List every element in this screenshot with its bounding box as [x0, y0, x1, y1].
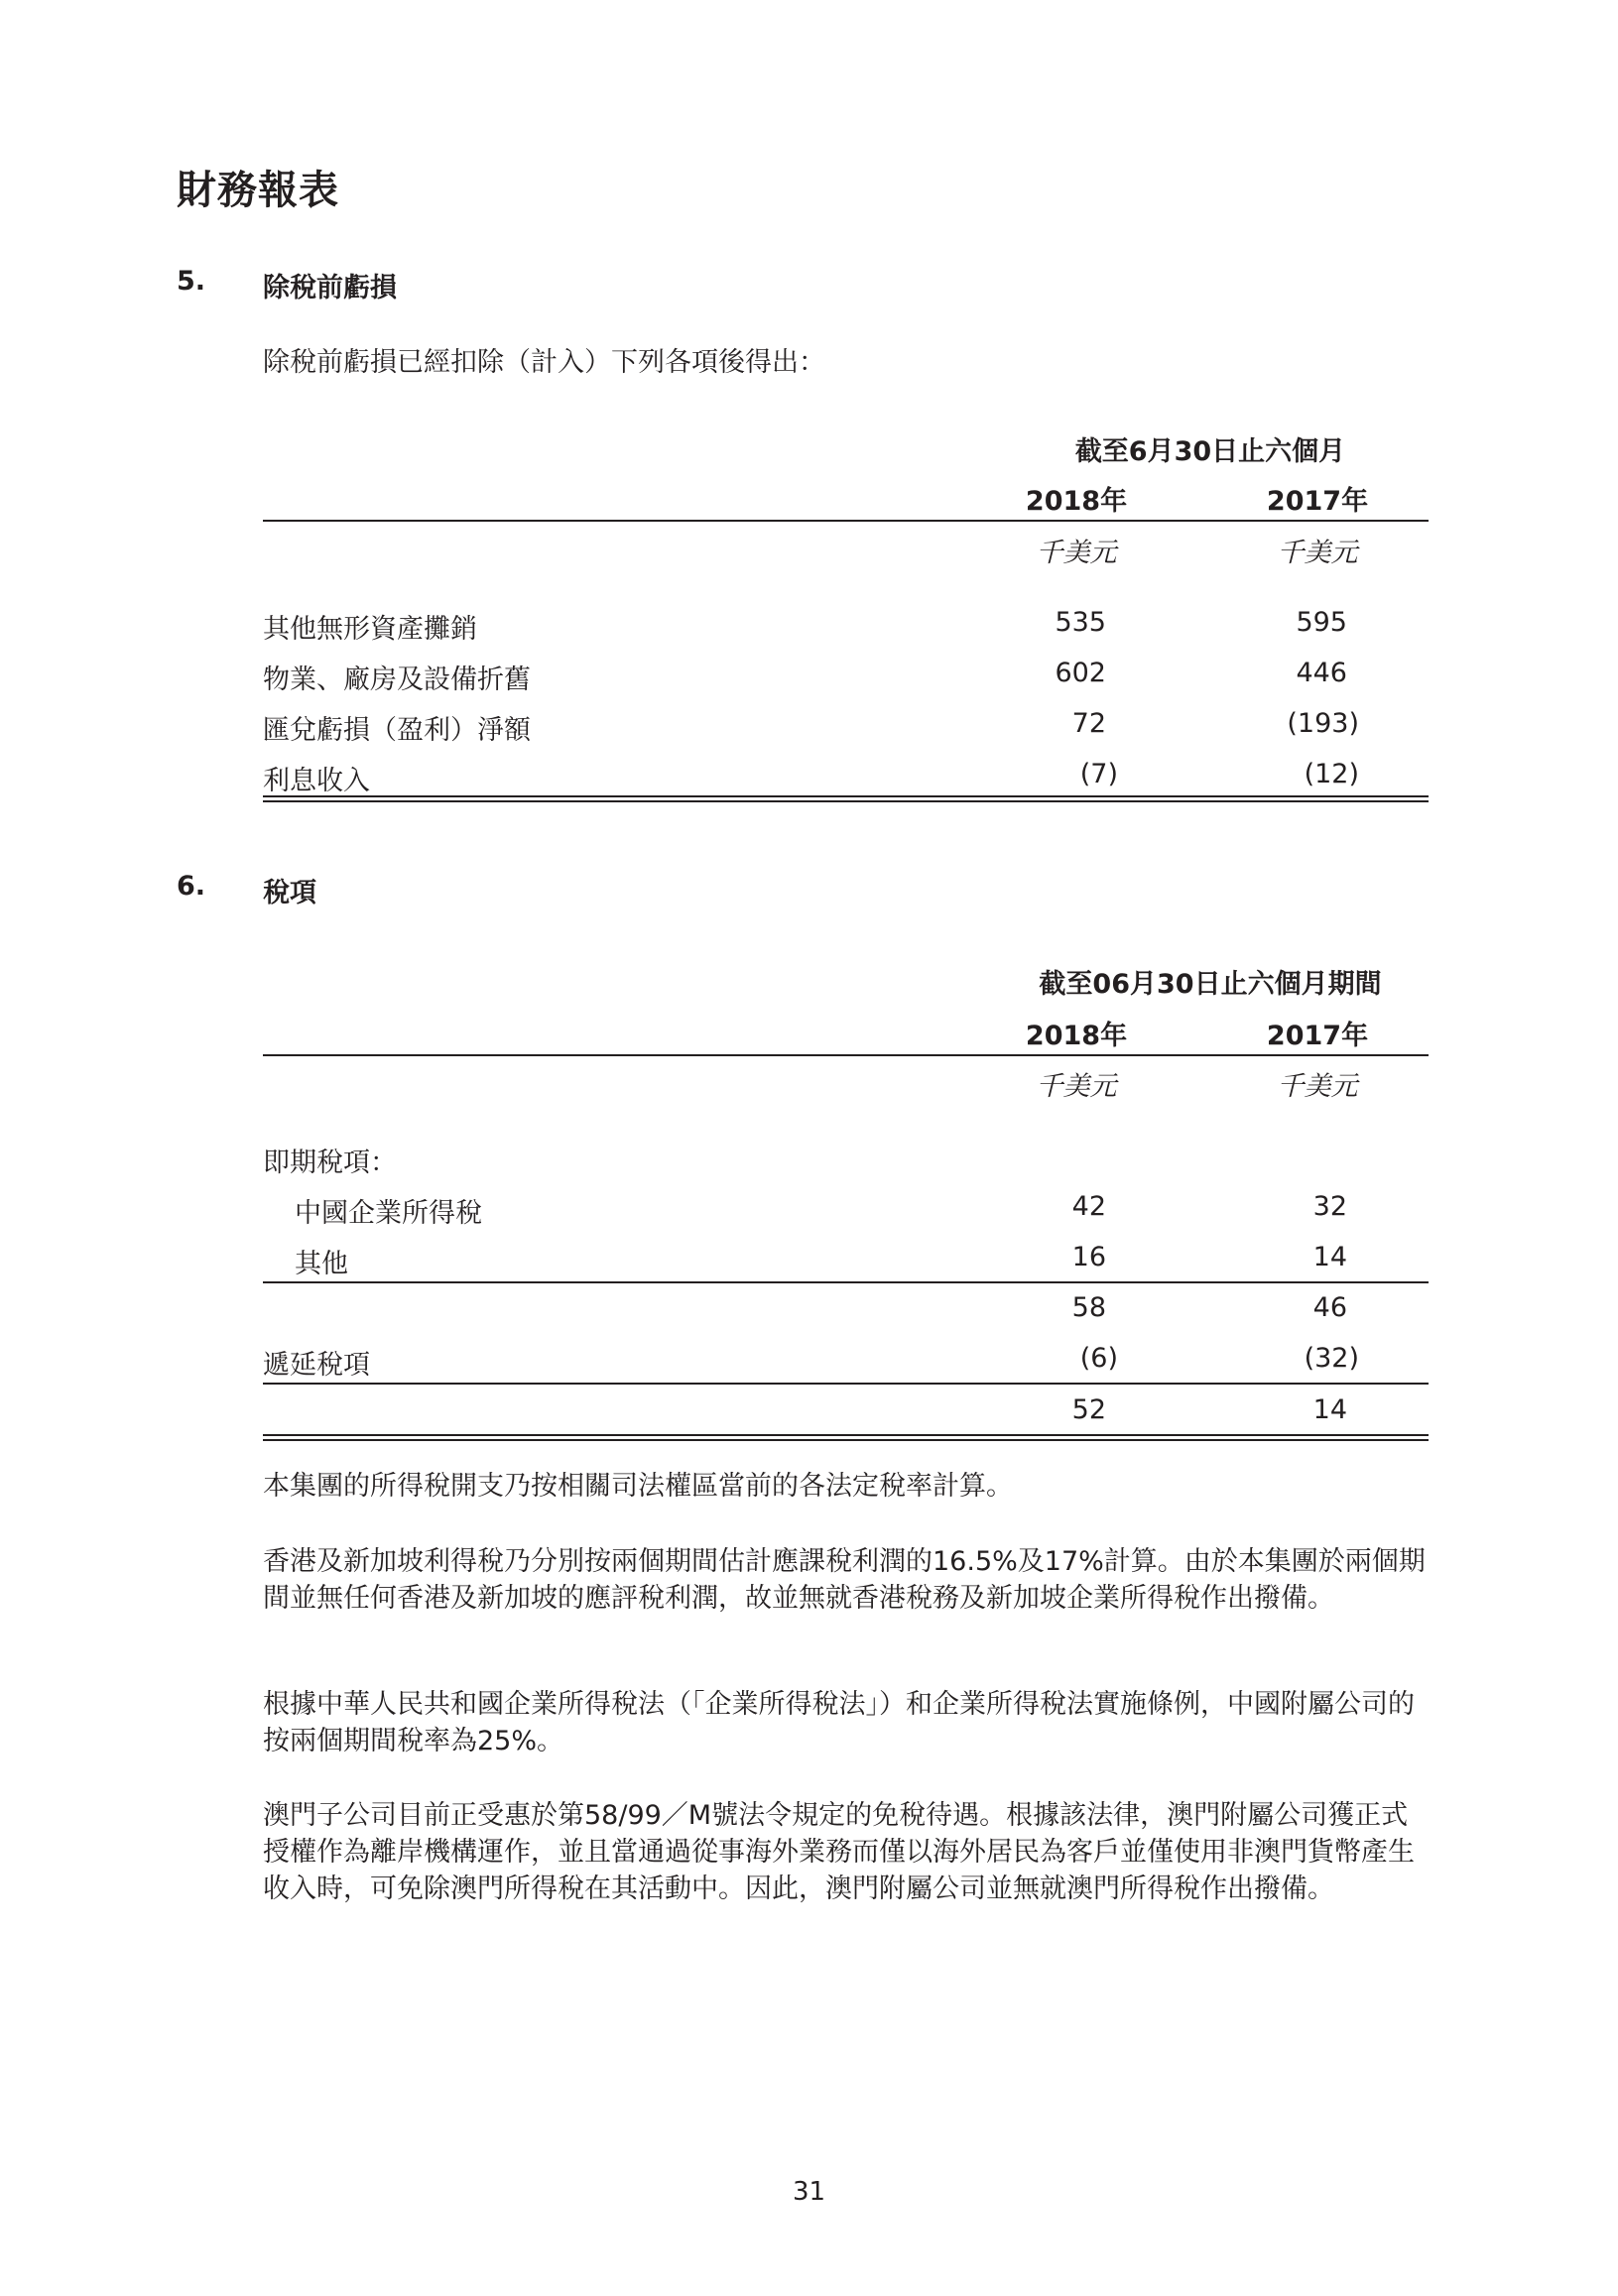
section-6-total-rule: [263, 1434, 1429, 1441]
section-6-unit-2017: 千美元: [1277, 1071, 1358, 1102]
section-6-period-header: 截至06月30日止六個月期間: [1039, 969, 1382, 1000]
total-rule: [263, 1383, 1429, 1385]
section-5-period-header: 截至6月30日止六個月: [1074, 436, 1346, 467]
row-value-2017: (193): [1287, 708, 1359, 739]
row-value-2018: 42: [1071, 1191, 1106, 1222]
row-value-2018: 602: [1055, 658, 1106, 688]
section-6-title: 稅項: [263, 878, 316, 908]
tax-paragraph: 澳門子公司目前正受惠於第58/99／M號法令規定的免稅待遇。根據該法律，澳門附屬公司獲正式授權作為離岸機構運作，並且當通過從事海外業務而僅以海外居民為客戶並僅使用非澳門貨幣產生收入時，可免除澳門所得稅在其活動中。因此，澳門附屬公司並無就澳門所得稅作出撥備。: [263, 1800, 1415, 1904]
row-label: 利息收入: [263, 766, 370, 796]
section-5-unit-2017: 千美元: [1277, 538, 1358, 568]
section-5-unit-2018: 千美元: [1036, 538, 1117, 568]
row-value-2018: 72: [1071, 708, 1106, 739]
section-6-year-2017: 2017年: [1266, 1021, 1369, 1051]
section-6-unit-2018: 千美元: [1036, 1071, 1117, 1102]
page-title: 財務報表: [177, 168, 339, 213]
row-label: 其他: [295, 1249, 348, 1279]
total-value-2017: 14: [1312, 1394, 1347, 1425]
row-value-2017: 446: [1296, 658, 1347, 688]
row-value-2017: 32: [1312, 1191, 1347, 1222]
section-5-header-rule: [263, 520, 1429, 522]
tax-paragraph: 香港及新加坡利得稅乃分別按兩個期間估計應課稅利潤的16.5%及17%計算。由於本集團於兩個期間並無任何香港及新加坡的應評稅利潤，故並無就香港稅務及新加坡企業所得稅作出撥備。: [263, 1546, 1426, 1614]
total-value-2018: 52: [1071, 1394, 1106, 1425]
tax-paragraph: 根據中華人民共和國企業所得稅法（「企業所得稅法」）和企業所得稅法實施條例，中國附屬公司的按兩個期間稅率為25%。: [263, 1689, 1415, 1756]
deferred-value-2018: (6): [1079, 1343, 1118, 1374]
row-value-2017: (12): [1304, 759, 1359, 789]
row-label: 物業、廠房及設備折舊: [263, 665, 531, 695]
row-value-2018: (7): [1079, 759, 1118, 789]
section-6-number: 6.: [177, 871, 206, 902]
row-label: 匯兌虧損（盈利）淨額: [263, 715, 531, 746]
subtotal-value-2018: 58: [1071, 1292, 1106, 1323]
page-number: 31: [792, 2177, 826, 2207]
row-value-2018: 16: [1071, 1242, 1106, 1272]
row-value-2017: 595: [1296, 607, 1347, 638]
row-value-2017: 14: [1312, 1242, 1347, 1272]
section-5-intro: 除稅前虧損已經扣除（計入）下列各項後得出：: [263, 347, 825, 378]
section-5-year-2018: 2018年: [1025, 486, 1128, 517]
subtotal-value-2017: 46: [1312, 1292, 1347, 1323]
row-label: 其他無形資產攤銷: [263, 614, 477, 645]
section-6-header-rule: [263, 1054, 1429, 1056]
section-6-year-2018: 2018年: [1025, 1021, 1128, 1051]
deferred-value-2017: (32): [1304, 1343, 1359, 1374]
tax-paragraph: 本集團的所得稅開支乃按相關司法權區當前的各法定稅率計算。: [263, 1471, 1013, 1502]
row-label: 中國企業所得稅: [295, 1198, 482, 1229]
section-5-year-2017: 2017年: [1266, 486, 1369, 517]
row-value-2018: 535: [1055, 607, 1106, 638]
section-5-title: 除稅前虧損: [263, 273, 397, 303]
deferred-tax-label: 遞延稅項: [263, 1350, 370, 1381]
section-5-total-rule: [263, 795, 1429, 802]
current-tax-label: 即期稅項：: [263, 1148, 397, 1178]
section-5-number: 5.: [177, 266, 206, 297]
subtotal-rule: [263, 1281, 1429, 1283]
